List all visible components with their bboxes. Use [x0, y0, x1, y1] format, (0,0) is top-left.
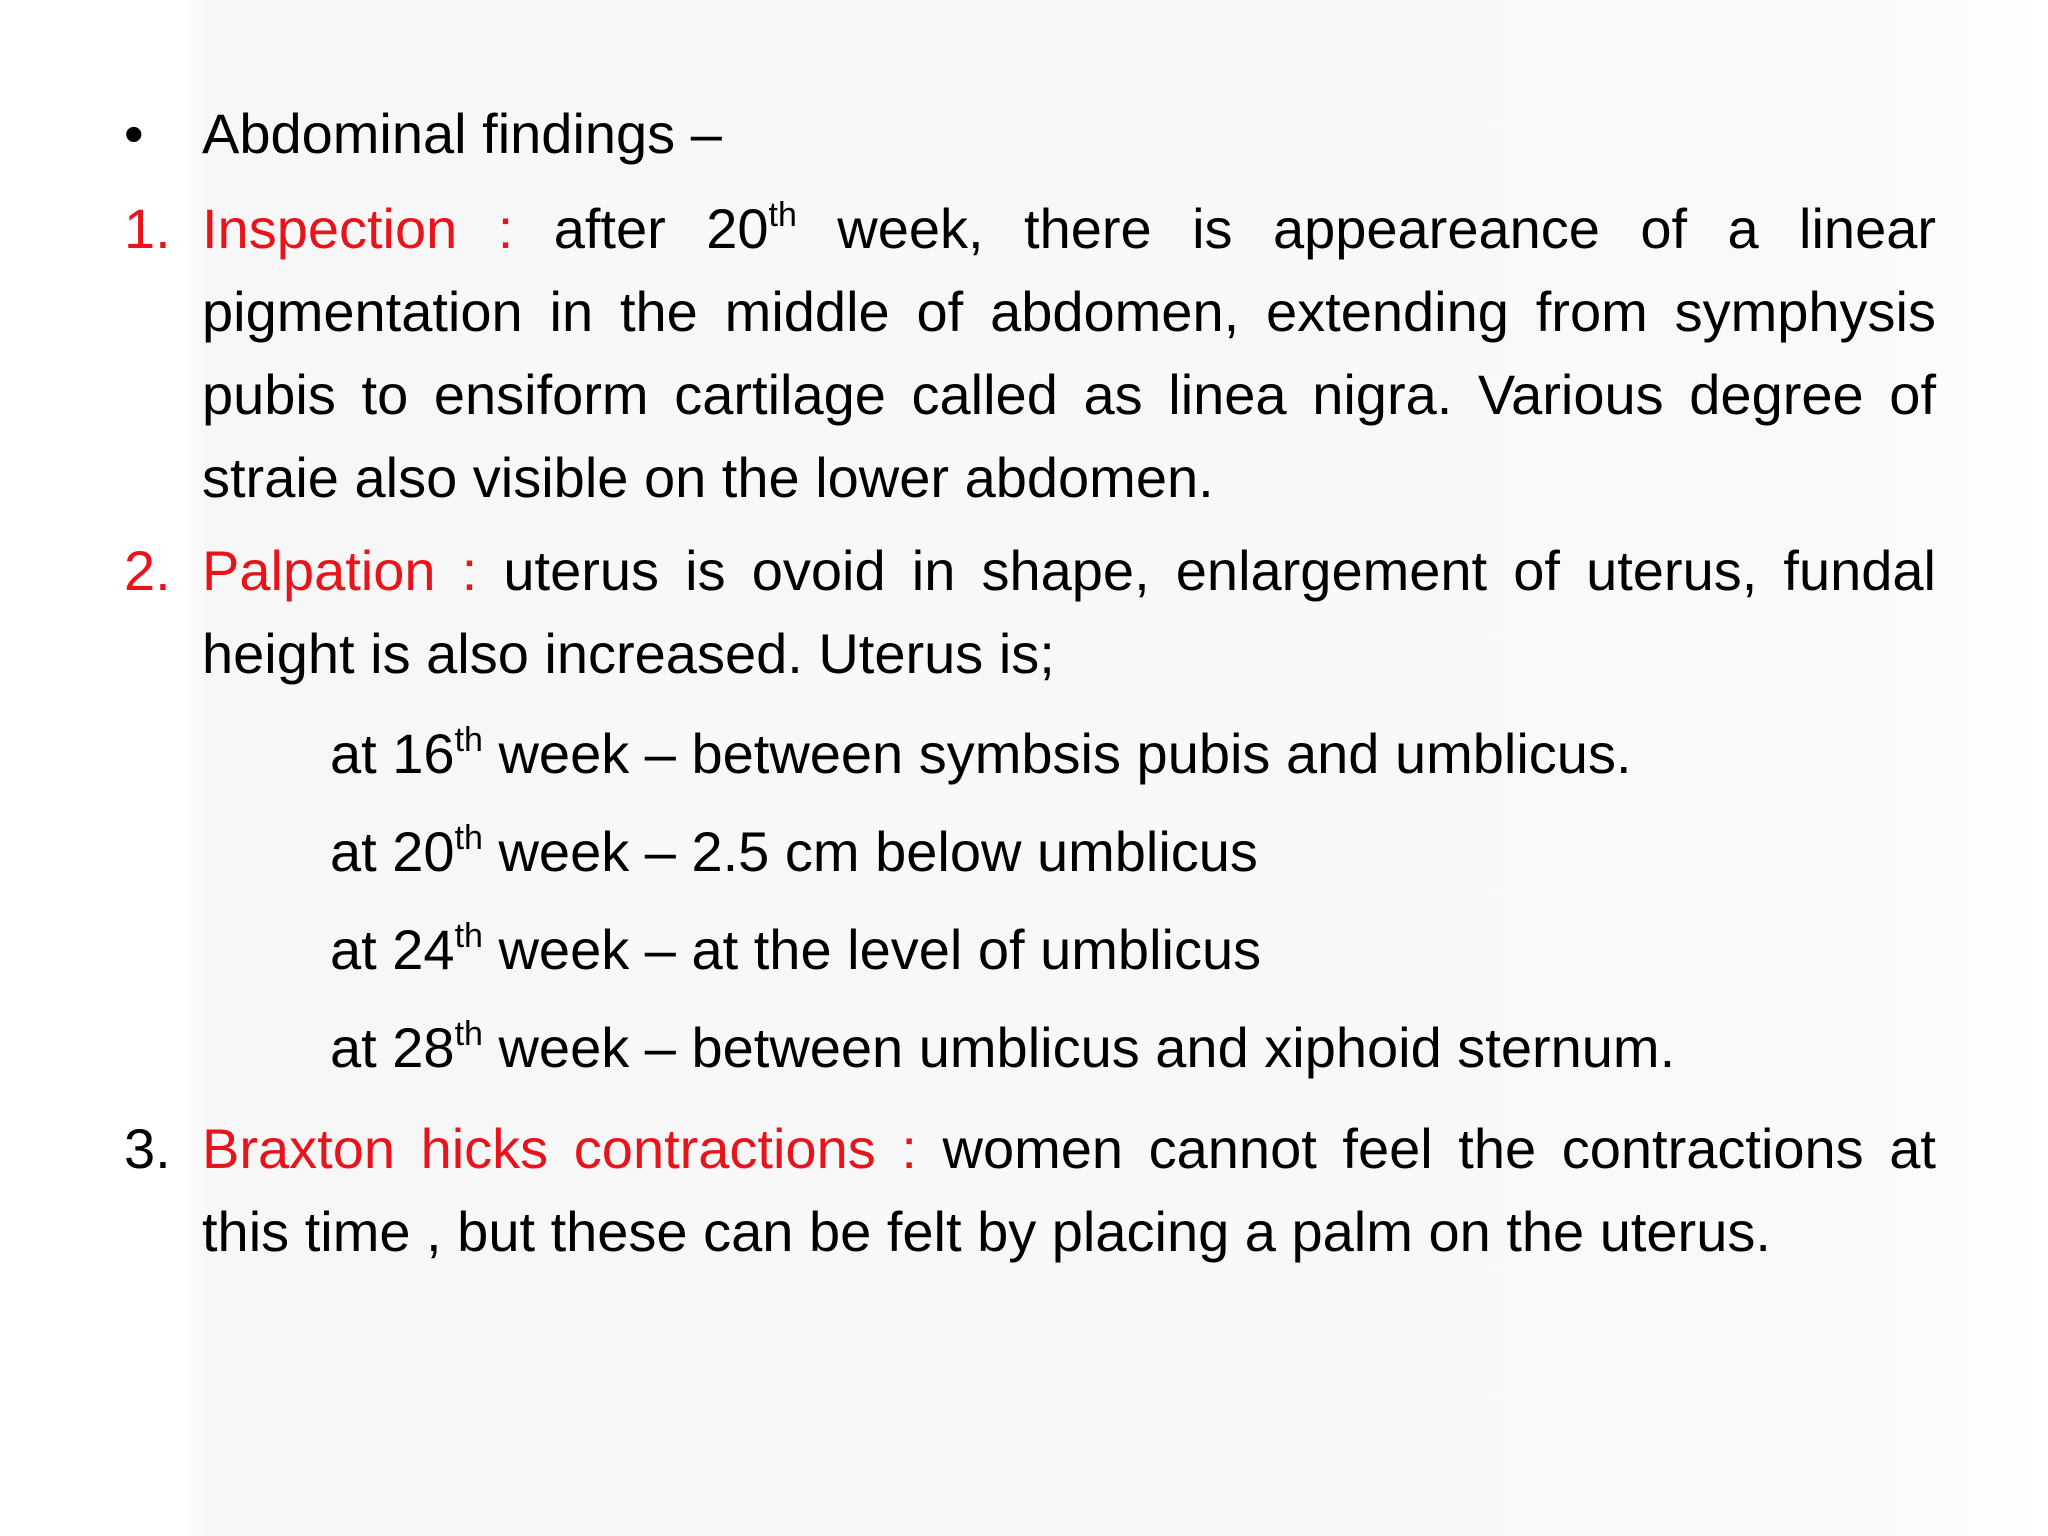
item-text-after-sup: week, there is appeareance of a linear pigmentation in the middle of abdomen, extending from symphysis pubis to ensiform cartilage called as linea nigra. Various degree of straie also visible on the lower abdomen. — [202, 197, 1937, 509]
item-text: women cannot feel the contractions at this time , but these can be felt by placing a palm on the uterus. — [202, 1117, 1936, 1263]
item-number: 1. — [124, 197, 171, 260]
fundal-height-item — [330, 901, 1936, 999]
bullet-dot-icon: • — [124, 102, 144, 165]
fundal-height-list — [124, 705, 1936, 1097]
bullet-abdominal-findings — [124, 92, 1936, 175]
week-description: week – between umblicus and xiphoid sternum. — [482, 1016, 1676, 1079]
item-palpation — [124, 529, 1936, 695]
fundal-height-item — [330, 999, 1936, 1097]
item-braxton-hicks — [124, 1107, 1936, 1273]
week-prefix: at 20 — [330, 820, 455, 883]
item-heading: Palpation : — [202, 539, 478, 602]
item-text: uterus is ovoid in shape, enlargement of uterus, fundal height is also increased. Uterus is; — [202, 539, 1936, 685]
bullet-text: Abdominal findings – — [202, 102, 722, 165]
ordinal-suffix: th — [768, 196, 797, 235]
fundal-height-item — [330, 705, 1936, 803]
item-number: 3. — [124, 1117, 171, 1180]
week-description: week – at the level of umblicus — [482, 918, 1262, 981]
week-description: week – between symbsis pubis and umblicus. — [482, 722, 1632, 785]
week-prefix: at 16 — [330, 722, 455, 785]
item-heading: Inspection : — [202, 197, 514, 260]
ordinal-suffix: th — [454, 819, 483, 858]
week-description: week – 2.5 cm below umblicus — [482, 820, 1258, 883]
week-prefix: at 28 — [330, 1016, 455, 1079]
ordinal-suffix: th — [454, 917, 483, 956]
ordinal-suffix: th — [454, 1015, 483, 1054]
item-inspection — [124, 187, 1936, 519]
item-heading: Braxton hicks contractions : — [202, 1117, 917, 1180]
slide-content — [124, 92, 1936, 1283]
item-number: 2. — [124, 539, 171, 602]
item-text-before-sup: after 20 — [553, 197, 769, 260]
ordinal-suffix: th — [454, 721, 483, 760]
week-prefix: at 24 — [330, 918, 455, 981]
fundal-height-item — [330, 803, 1936, 901]
